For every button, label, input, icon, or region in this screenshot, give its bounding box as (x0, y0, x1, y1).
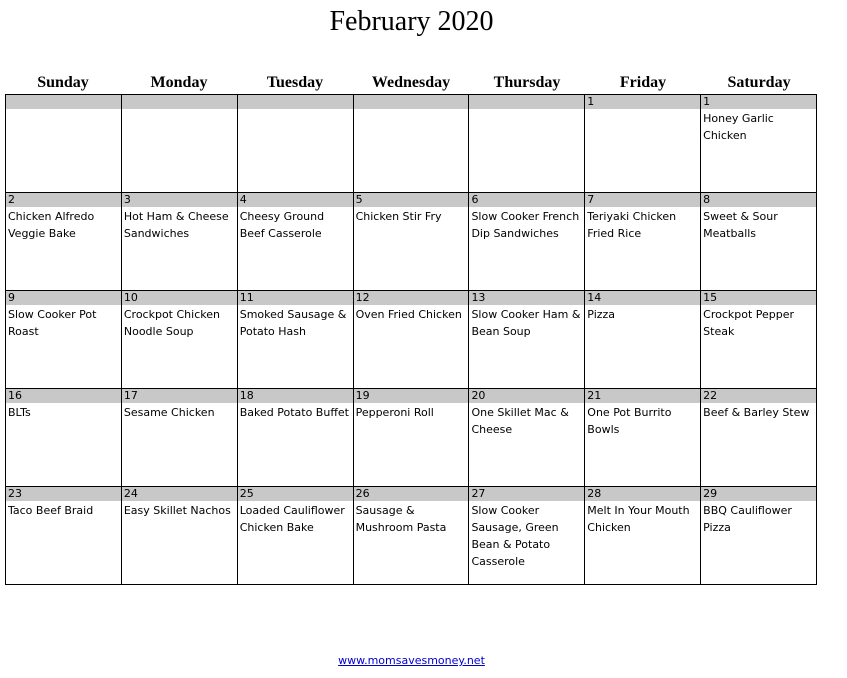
meal-text (6, 109, 121, 110)
day-number: 19 (354, 389, 469, 403)
day-cell (469, 193, 585, 291)
day-cell (122, 487, 238, 585)
meal-text (585, 109, 700, 110)
day-number: 27 (469, 487, 584, 501)
day-number: 16 (6, 389, 121, 403)
day-cell (585, 193, 701, 291)
day-number: 14 (585, 291, 700, 305)
day-cell (585, 95, 701, 193)
day-cell (469, 389, 585, 487)
meal-text: Sweet & Sour Meatballs (703, 210, 778, 240)
day-cell (238, 389, 354, 487)
day-cell (469, 291, 585, 389)
meal-text (238, 109, 353, 110)
day-number: 12 (354, 291, 469, 305)
day-cell (354, 487, 470, 585)
day-cell (238, 487, 354, 585)
meal-text: Chicken Alfredo Veggie Bake (8, 210, 95, 240)
meal-text: Pizza (587, 308, 616, 321)
meal-text: Melt In Your Mouth Chicken (587, 504, 690, 534)
day-cell (701, 487, 817, 585)
day-of-week-saturday: Saturday (727, 74, 791, 91)
meal-text: Honey Garlic Chicken (703, 112, 774, 142)
day-number: 5 (354, 193, 469, 207)
week-row (6, 95, 817, 193)
day-number (469, 95, 584, 109)
calendar (5, 72, 817, 585)
meal-text: Cheesy Ground Beef Casserole (239, 210, 325, 240)
day-cell (122, 95, 238, 193)
meal-text: Oven Fried Chicken (355, 308, 462, 321)
day-cell (238, 95, 354, 193)
day-of-week-header (5, 72, 817, 94)
day-of-week-tuesday: Tuesday (266, 74, 324, 91)
day-number: 29 (701, 487, 816, 501)
day-cell (354, 389, 470, 487)
meal-text: One Pot Burrito Bowls (587, 406, 672, 436)
day-cell (6, 193, 122, 291)
meal-text: Slow Cooker Pot Roast (8, 308, 97, 338)
day-number: 17 (122, 389, 237, 403)
day-number: 26 (354, 487, 469, 501)
day-number: 23 (6, 487, 121, 501)
day-cell (701, 95, 817, 193)
day-cell (6, 95, 122, 193)
meal-text: BBQ Cauliflower Pizza (703, 504, 792, 534)
day-number (238, 95, 353, 109)
day-number: 21 (585, 389, 700, 403)
week-row (6, 193, 817, 291)
meal-text: Sausage & Mushroom Pasta (355, 504, 447, 534)
day-number: 18 (238, 389, 353, 403)
day-of-week-wednesday: Wednesday (371, 74, 451, 91)
day-number: 8 (701, 193, 816, 207)
day-cell (238, 193, 354, 291)
day-number: 10 (122, 291, 237, 305)
day-number: 1 (701, 95, 816, 109)
meal-text: Slow Cooker Sausage, Green Bean & Potato Casserole (471, 504, 559, 568)
day-number: 15 (701, 291, 816, 305)
day-number (6, 95, 121, 109)
meal-text: BLTs (8, 406, 31, 419)
day-cell (469, 95, 585, 193)
meal-text: Smoked Sausage & Potato Hash (239, 308, 347, 338)
meal-text: Hot Ham & Cheese Sandwiches (123, 210, 229, 240)
day-number: 6 (469, 193, 584, 207)
meal-text: Slow Cooker French Dip Sandwiches (471, 210, 580, 240)
calendar-grid (5, 94, 817, 585)
day-number: 7 (585, 193, 700, 207)
meal-text: Sesame Chicken (123, 406, 215, 419)
day-number: 24 (122, 487, 237, 501)
meal-text: One Skillet Mac & Cheese (471, 406, 569, 436)
day-cell (701, 389, 817, 487)
meal-text: Pepperoni Roll (355, 406, 434, 419)
day-cell (585, 291, 701, 389)
day-cell (469, 487, 585, 585)
week-row (6, 487, 817, 585)
day-number (354, 95, 469, 109)
day-number: 2 (6, 193, 121, 207)
day-cell (238, 291, 354, 389)
day-of-week-monday: Monday (150, 74, 208, 91)
day-cell (585, 389, 701, 487)
meal-text (354, 109, 469, 110)
day-number: 22 (701, 389, 816, 403)
meal-text: Taco Beef Braid (8, 504, 94, 517)
day-number: 3 (122, 193, 237, 207)
day-cell (354, 193, 470, 291)
meal-text (122, 109, 237, 110)
day-number: 4 (238, 193, 353, 207)
day-cell (122, 389, 238, 487)
day-number: 28 (585, 487, 700, 501)
day-cell (6, 389, 122, 487)
meal-text: Crockpot Pepper Steak (703, 308, 795, 338)
meal-text: Beef & Barley Stew (703, 406, 810, 419)
day-of-week-friday: Friday (619, 74, 667, 91)
meal-text: Chicken Stir Fry (355, 210, 442, 223)
week-row (6, 291, 817, 389)
day-of-week-thursday: Thursday (493, 74, 561, 91)
day-number: 13 (469, 291, 584, 305)
meal-text: Crockpot Chicken Noodle Soup (123, 308, 220, 338)
meal-text: Easy Skillet Nachos (123, 504, 231, 517)
day-cell (701, 291, 817, 389)
meal-text: Teriyaki Chicken Fried Rice (587, 210, 677, 240)
meal-text: Loaded Cauliflower Chicken Bake (239, 504, 345, 534)
day-number: 25 (238, 487, 353, 501)
day-cell (6, 487, 122, 585)
day-number (122, 95, 237, 109)
meal-text: Slow Cooker Ham & Bean Soup (471, 308, 581, 338)
day-number: 9 (6, 291, 121, 305)
day-cell (585, 487, 701, 585)
day-cell (354, 95, 470, 193)
day-cell (6, 291, 122, 389)
day-number: 1 (585, 95, 700, 109)
calendar-title: February 2020 (329, 6, 494, 37)
day-cell (122, 193, 238, 291)
day-cell (354, 291, 470, 389)
meal-text (469, 109, 584, 110)
meal-text: Baked Potato Buffet (239, 406, 349, 419)
footer (0, 654, 823, 667)
week-row (6, 389, 817, 487)
website-link[interactable]: www.momsavesmoney.net (338, 654, 485, 667)
day-of-week-sunday: Sunday (37, 74, 89, 91)
day-cell (122, 291, 238, 389)
day-number: 20 (469, 389, 584, 403)
day-cell (701, 193, 817, 291)
day-number: 11 (238, 291, 353, 305)
